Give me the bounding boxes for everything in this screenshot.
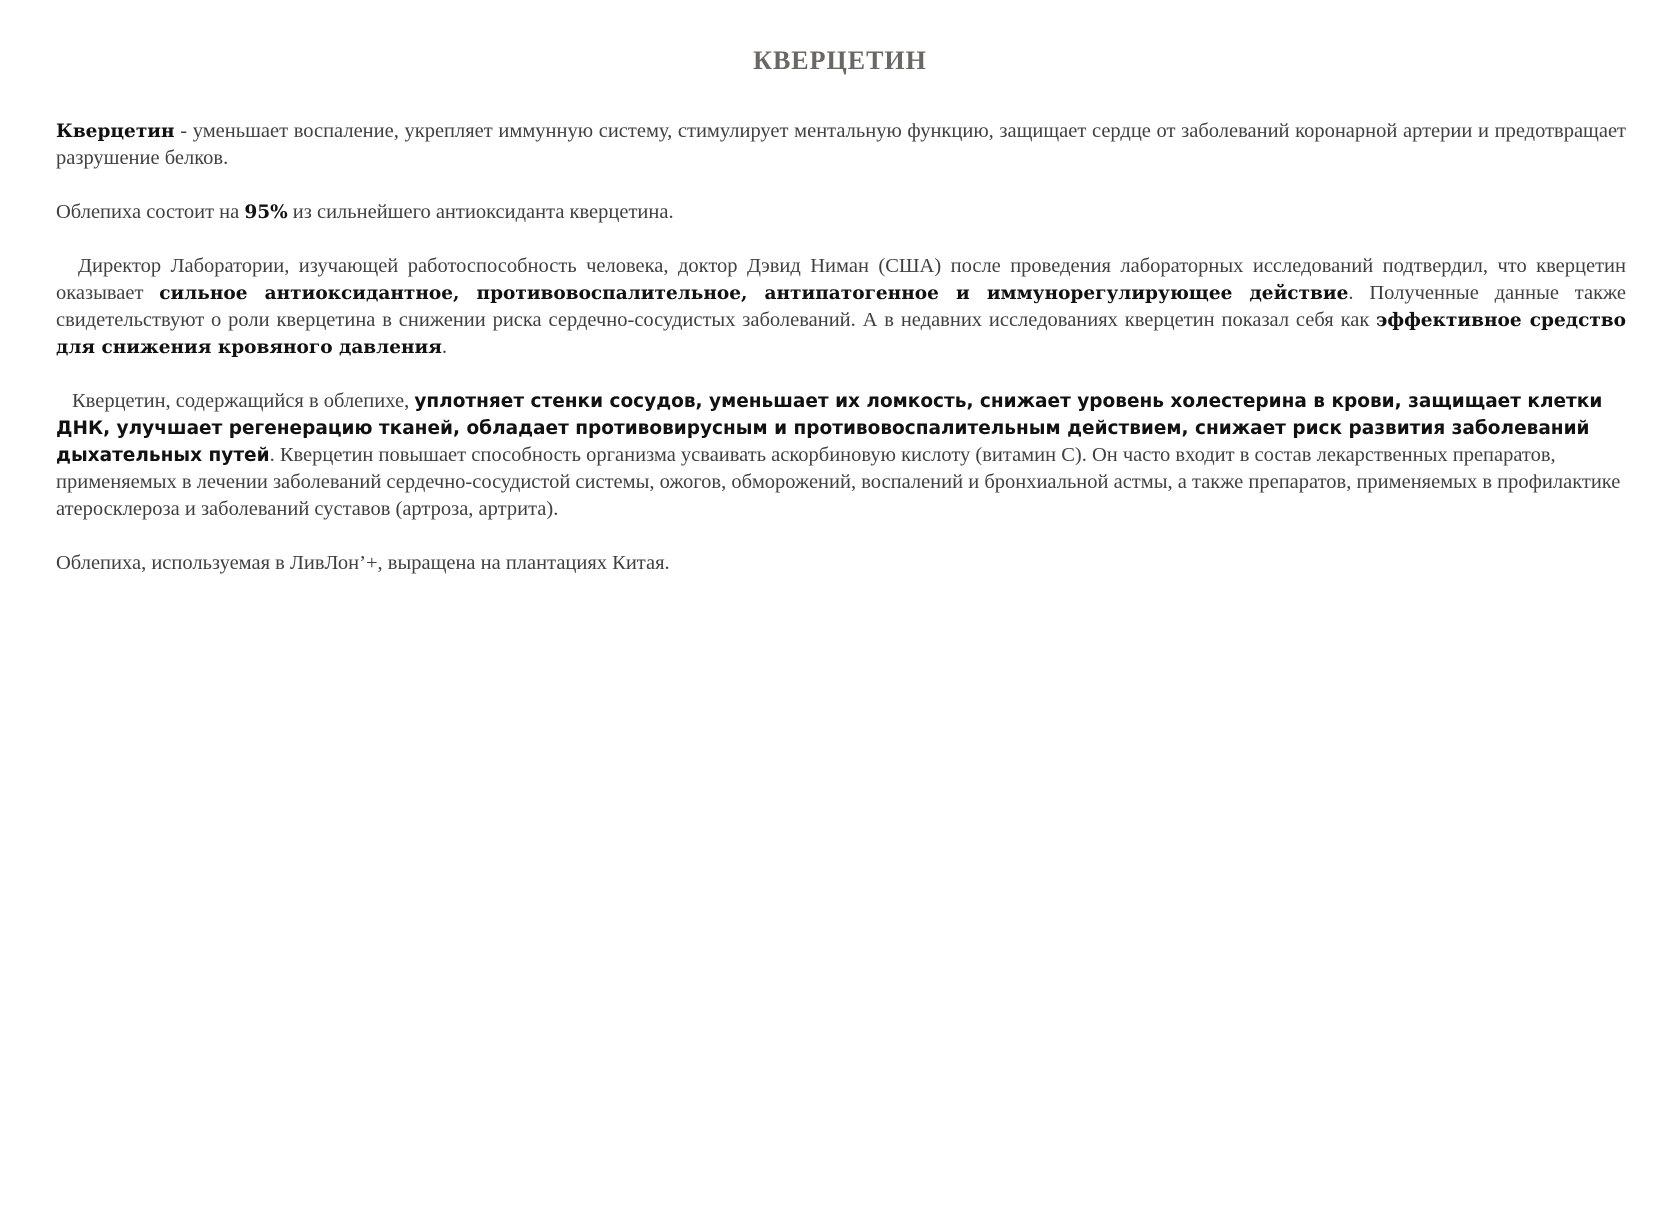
document-body: [56, 118, 1626, 604]
research-text-end: .: [441, 336, 448, 358]
content-text-after: из сильнейшего антиоксиданта кверцетина.: [287, 201, 674, 223]
benefits-text-after: . Кверцетин повышает способность организма усваивать аскорбиновую кислоту (витамин С). Он часто входит в состав лекарственных препаратов, применяемых в лечении заболеваний сердечно-сосудистой системы, ожогов, обморожений, воспалений и бронхиальной астмы, а также препаратов, применяемых в профилактике атеросклероза и заболеваний суставов (артроза, артрита).: [56, 444, 1621, 520]
paragraph-quercetin-definition: [56, 118, 1626, 172]
research-bold-effects: сильное антиоксидантное, противовоспалительное, антипатогенное и иммунорегулирующее действие: [159, 283, 1349, 304]
research-bold-blood-pressure: эффективное средство для снижения кровяного давления: [56, 310, 1626, 358]
content-text-before: Облепиха состоит на: [56, 201, 245, 223]
paragraph-origin: Облепиха, используемая в ЛивЛон’+, выращена на плантациях Китая.: [56, 552, 670, 574]
benefits-bold-list: уплотняет стенки сосудов, уменьшает их ломкость, снижает уровень холестерина в крови, защищает клетки ДНК, улучшает регенерацию тканей, обладает противовирусным и противовоспалительным действием, снижает риск развития заболеваний дыхательных путей: [56, 391, 1603, 466]
research-text-middle: . Полученные данные также свидетельствуют о роли кверцетина в снижении риска сердечно-сосудистых заболеваний. А в недавних исследованиях кверцетин показал себя как: [56, 282, 1627, 331]
research-text-before: Директор Лаборатории, изучающей работоспособность человека, доктор Дэвид Ниман (США) после проведения лабораторных исследований подтвердил, что кверцетин оказывает: [56, 255, 1626, 304]
term-dash: -: [174, 120, 193, 142]
paragraph-benefits: [56, 388, 1626, 523]
paragraph-sea-buckthorn-content: [56, 199, 1626, 226]
term-quercetin: Кверцетин: [56, 121, 175, 142]
paragraph-research: [56, 253, 1626, 361]
document-title: КВЕРЦЕТИН: [753, 46, 927, 75]
content-percent: 95%: [244, 202, 288, 223]
benefits-text-before: Кверцетин, содержащийся в облепихе,: [72, 390, 415, 412]
definition-text: уменьшает воспаление, укрепляет иммунную систему, стимулирует ментальную функцию, защищает сердце от заболеваний коронарной артерии и предотвращает разрушение белков.: [56, 120, 1627, 169]
